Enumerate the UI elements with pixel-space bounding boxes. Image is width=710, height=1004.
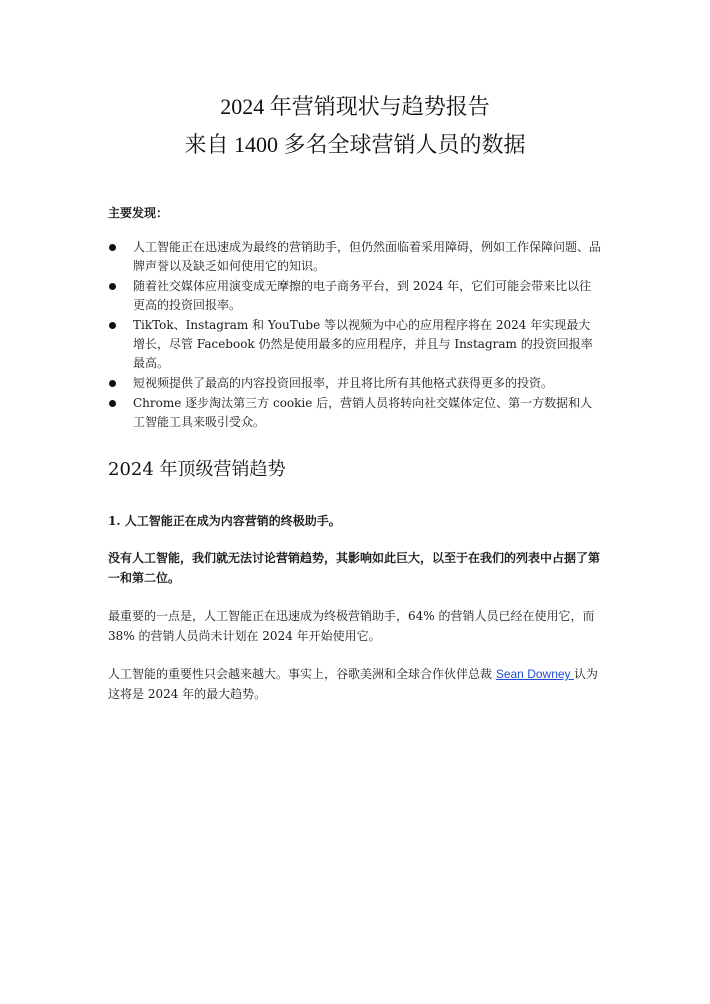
key-finding-item: [108, 238, 602, 276]
trend-bold-paragraph: 没有人工智能，我们就无法讨论营销趋势，其影响如此巨大，以至于在我们的列表中占据了第一和第二位。: [108, 551, 601, 585]
trends-heading: 2024 年顶级营销趋势: [108, 459, 286, 480]
key-finding-text: 短视频提供了最高的内容投资回报率，并且将比所有其他格式获得更多的投资。: [133, 376, 554, 390]
report-title: [108, 0, 602, 164]
key-finding-item: [108, 374, 602, 393]
trend-item-1-title: 1. 人工智能正在成为内容营销的终极助手。: [108, 514, 341, 528]
trend-paragraph-1: 最重要的一点是，人工智能正在迅速成为终极营销助手，64% 的营销人员已经在使用它，而 38% 的营销人员尚未计划在 2024 年开始使用它。: [108, 609, 595, 643]
bullet-icon: [109, 283, 116, 290]
key-findings-list: [108, 238, 602, 432]
bullet-icon: [109, 400, 116, 407]
sean-downey-link[interactable]: Sean Downey: [495, 667, 574, 681]
key-finding-text: Chrome 逐步淘汰第三方 cookie 后，营销人员将转向社交媒体定位、第一方数据和人工智能工具来吸引受众。: [133, 396, 593, 429]
key-finding-item: [108, 277, 602, 315]
paragraph-2-text-before: 人工智能的重要性只会越来越大。事实上，谷歌美洲和全球合作伙伴总裁: [108, 667, 496, 681]
report-title-line-1: 2024 年营销现状与趋势报告: [220, 94, 490, 119]
key-finding-item: [108, 394, 602, 432]
key-finding-text: 人工智能正在迅速成为最终的营销助手，但仍然面临着采用障碍，例如工作保障问题、品牌声誉以及缺乏如何使用它的知识。: [133, 240, 602, 273]
key-finding-text: TikTok、Instagram 和 YouTube 等以视频为中心的应用程序将在 2024 年实现最大增长，尽管 Facebook 仍然是使用最多的应用程序，并且与 Instagram 的投资回报率最高。: [133, 318, 593, 370]
key-finding-text: 随着社交媒体应用演变成无摩擦的电子商务平台，到 2024 年，它们可能会带来比以往更高的投资回报率。: [133, 279, 592, 312]
bullet-icon: [109, 380, 116, 387]
report-title-line-2: 来自 1400 多名全球营销人员的数据: [184, 132, 526, 157]
bullet-icon: [109, 322, 116, 329]
paragraph-2-text-after: 认为这将是 2024 年的最大趋势。: [108, 667, 598, 701]
bullet-icon: [109, 244, 116, 251]
key-findings-label: 主要发现：: [108, 206, 169, 220]
trend-paragraph-2: [108, 664, 602, 704]
key-finding-item: [108, 316, 602, 373]
